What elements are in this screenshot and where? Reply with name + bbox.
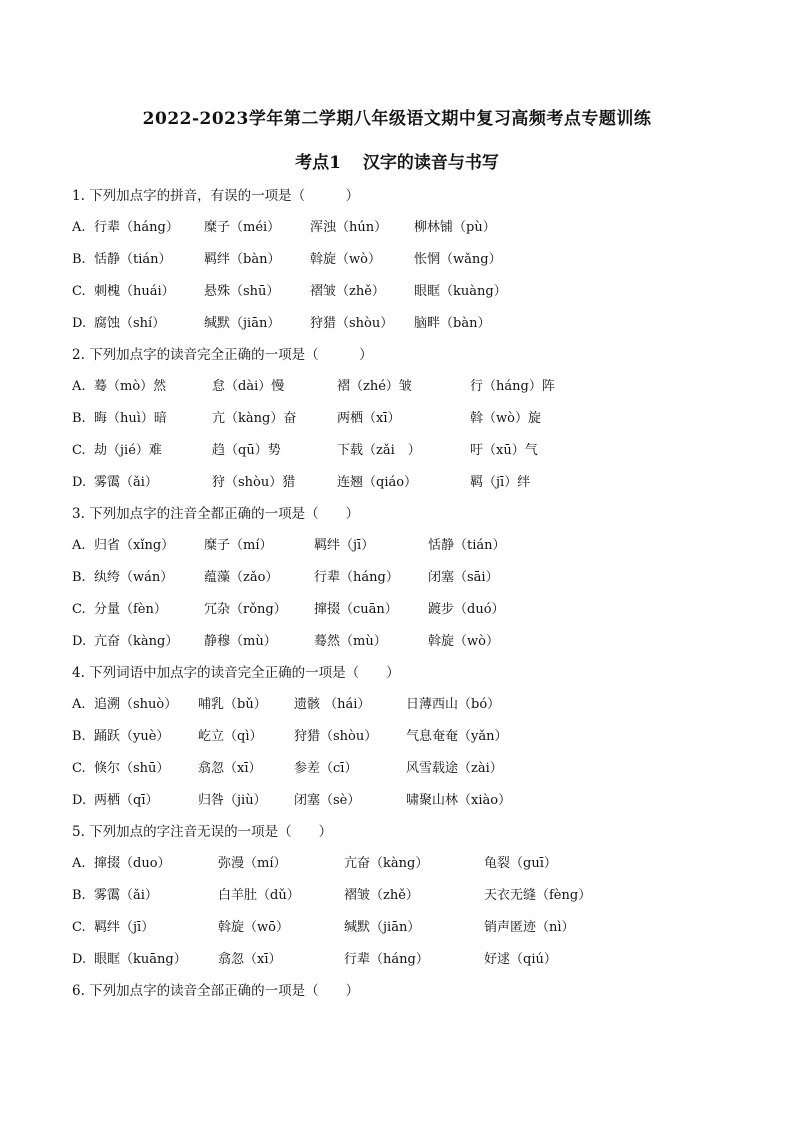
option-item: 眼眶（kuāng） [94, 952, 187, 967]
question-4-option-c [72, 760, 503, 778]
question-4-option-d [72, 792, 512, 810]
option-item: 腐蚀（shí） [94, 316, 166, 331]
option-letter: D. [72, 793, 87, 808]
option-item: 行辈（háng） [94, 220, 179, 235]
option-item: 翕忽（xī） [198, 761, 262, 776]
option-letter: B. [72, 888, 86, 903]
option-item: 亢奋（kàng） [344, 856, 429, 871]
option-item: 销声匿迹（nì） [484, 920, 575, 935]
question-1-option-d [72, 315, 491, 333]
option-item: 撺掇（cuān） [314, 602, 398, 617]
option-item: 踊跃（yuè） [94, 729, 170, 744]
option-letter: C. [72, 602, 86, 617]
option-item: 归省（xǐng） [94, 538, 175, 553]
option-item: 静穆（mù） [204, 634, 277, 649]
option-item: 蕴藻（zǎo） [204, 570, 279, 585]
question-2-option-b [72, 410, 541, 428]
option-item: 两栖（xī） [337, 411, 401, 426]
option-item: 斡旋（wō） [218, 920, 289, 935]
option-letter: C. [72, 761, 86, 776]
document-title: 2022-2023学年第二学期八年级语文期中复习高频考点专题训练 [142, 109, 652, 129]
question-4-option-b [72, 728, 508, 746]
option-item: 狩（shòu）猎 [212, 475, 296, 490]
option-item: 浑浊（hún） [310, 220, 388, 235]
option-item: 白羊肚（dǔ） [218, 888, 300, 903]
option-item: 龟裂（guī） [484, 856, 557, 871]
option-letter: D. [72, 952, 87, 967]
option-item: 眼眶（kuàng） [414, 284, 507, 299]
option-item: 劫（jié）难 [94, 443, 162, 458]
option-item: 褶皱（zhě） [344, 888, 419, 903]
option-item: 褶皱（zhě） [310, 284, 385, 299]
question-5-option-c [72, 919, 575, 937]
option-letter: A. [72, 220, 86, 235]
question-1-option-a [72, 219, 496, 237]
option-item: 蓦然（mù） [314, 634, 387, 649]
option-item: 闭塞（sāi） [428, 570, 499, 585]
question-3-option-d [72, 633, 499, 651]
option-item: 趋（qū）势 [212, 443, 281, 458]
question-1-option-c [72, 283, 507, 301]
option-item: 气息奄奄（yǎn） [406, 729, 508, 744]
option-item: 行辈（háng） [344, 952, 429, 967]
option-item: 倏尔（shū） [94, 761, 170, 776]
option-item: 羁绊（jī） [94, 920, 155, 935]
question-3-option-b [72, 569, 499, 587]
section-title [0, 148, 794, 173]
option-item: 柳林铺（pù） [414, 220, 496, 235]
option-letter: C. [72, 443, 86, 458]
option-item: 晦（huì）暗 [94, 411, 167, 426]
option-item: 撺掇（duo） [94, 856, 171, 871]
option-item: 吁（xū）气 [470, 443, 538, 458]
question-1-option-b [72, 251, 502, 269]
option-item: 分量（fèn） [94, 602, 167, 617]
question-3-option-c [72, 601, 505, 619]
option-item: 雾霭（ǎi） [94, 475, 158, 490]
option-item: 雾霭（ǎi） [94, 888, 158, 903]
option-item: 纨绔（wán） [94, 570, 174, 585]
option-item: 闭塞（sè） [294, 793, 361, 808]
question-2-option-c [72, 442, 538, 460]
question-3-stem: 3. 下列加点字的注音全都正确的一项是（ ） [72, 506, 360, 522]
question-6-stem: 6. 下列加点字的读音全部正确的一项是（ ） [72, 983, 360, 999]
option-item: 冗杂（rǒng） [204, 602, 287, 617]
question-2-option-a [72, 378, 555, 396]
option-letter: A. [72, 697, 86, 712]
option-item: 屹立（qì） [198, 729, 263, 744]
option-letter: A. [72, 538, 86, 553]
option-item: 踱步（duó） [428, 602, 505, 617]
question-2-option-d [72, 474, 531, 492]
option-item: 缄默（jiān） [204, 316, 281, 331]
option-item: 恬静（tián） [94, 252, 172, 267]
option-item: 日薄西山（bó） [406, 697, 501, 712]
option-item: 糜子（méi） [204, 220, 281, 235]
option-letter: D. [72, 316, 87, 331]
question-5-stem: 5. 下列加点的字注音无误的一项是（ ） [72, 824, 333, 840]
option-item: 参差（cī） [294, 761, 358, 776]
option-item: 啸聚山林（xiào） [406, 793, 512, 808]
option-item: 追溯（shuò） [94, 697, 178, 712]
option-item: 行辈（háng） [314, 570, 399, 585]
option-item: 下载（zǎi ） [337, 443, 421, 458]
option-letter: B. [72, 729, 86, 744]
question-4-stem: 4. 下列词语中加点字的读音完全正确的一项是（ ） [72, 665, 400, 681]
option-item: 好逑（qiú） [484, 952, 557, 967]
option-letter: A. [72, 856, 86, 871]
option-item: 亢奋（kàng） [94, 634, 179, 649]
option-item: 脑畔（bàn） [414, 316, 491, 331]
question-5-option-a [72, 855, 557, 873]
option-item: 亢（kàng）奋 [212, 411, 297, 426]
option-item: 连翘（qiáo） [337, 475, 418, 490]
option-item: 羁绊（bàn） [204, 252, 281, 267]
section-number: 考点1 [295, 153, 341, 173]
option-item: 悬殊（shū） [204, 284, 280, 299]
option-item: 天衣无缝（fèng） [484, 888, 592, 903]
option-item: 怅惘（wǎng） [414, 252, 502, 267]
option-item: 翕忽（xī） [218, 952, 282, 967]
option-item: 斡（wò）旋 [470, 411, 541, 426]
option-item: 斡旋（wò） [428, 634, 499, 649]
option-letter: C. [72, 920, 86, 935]
option-item: 弥漫（mí） [218, 856, 287, 871]
option-item: 行（háng）阵 [470, 379, 555, 394]
option-item: 归咎（jiù） [198, 793, 267, 808]
option-item: 斡旋（wò） [310, 252, 381, 267]
option-item: 风雪载途（zài） [406, 761, 503, 776]
option-item: 缄默（jiān） [344, 920, 421, 935]
option-item: 恬静（tián） [428, 538, 506, 553]
option-letter: A. [72, 379, 86, 394]
option-item: 羁绊（jī） [314, 538, 375, 553]
option-item: 哺乳（bǔ） [198, 697, 267, 712]
option-item: 狩猎（shòu） [310, 316, 394, 331]
option-item: 怠（dài）慢 [212, 379, 285, 394]
question-5-option-b [72, 887, 592, 905]
question-5-option-d [72, 951, 557, 969]
option-item: 遗骸 （hái） [294, 697, 371, 712]
option-letter: B. [72, 252, 86, 267]
option-letter: B. [72, 411, 86, 426]
option-letter: D. [72, 634, 87, 649]
option-item: 刺槐（huái） [94, 284, 175, 299]
question-3-option-a [72, 537, 506, 555]
option-item: 羁（jī）绊 [470, 475, 531, 490]
option-item: 褶（zhé）皱 [337, 379, 412, 394]
question-2-stem: 2. 下列加点字的读音完全正确的一项是（ ） [72, 347, 373, 363]
question-1-stem: 1. 下列加点字的拼音，有误的一项是（ ） [72, 188, 360, 204]
section-name: 汉字的读音与书写 [362, 153, 499, 173]
option-item: 两栖（qī） [94, 793, 159, 808]
option-item: 蓦（mò）然 [94, 379, 167, 394]
option-letter: B. [72, 570, 86, 585]
option-item: 狩猎（shòu） [294, 729, 378, 744]
question-4-option-a [72, 696, 501, 714]
option-letter: D. [72, 475, 87, 490]
option-item: 糜子（mí） [204, 538, 273, 553]
option-letter: C. [72, 284, 86, 299]
